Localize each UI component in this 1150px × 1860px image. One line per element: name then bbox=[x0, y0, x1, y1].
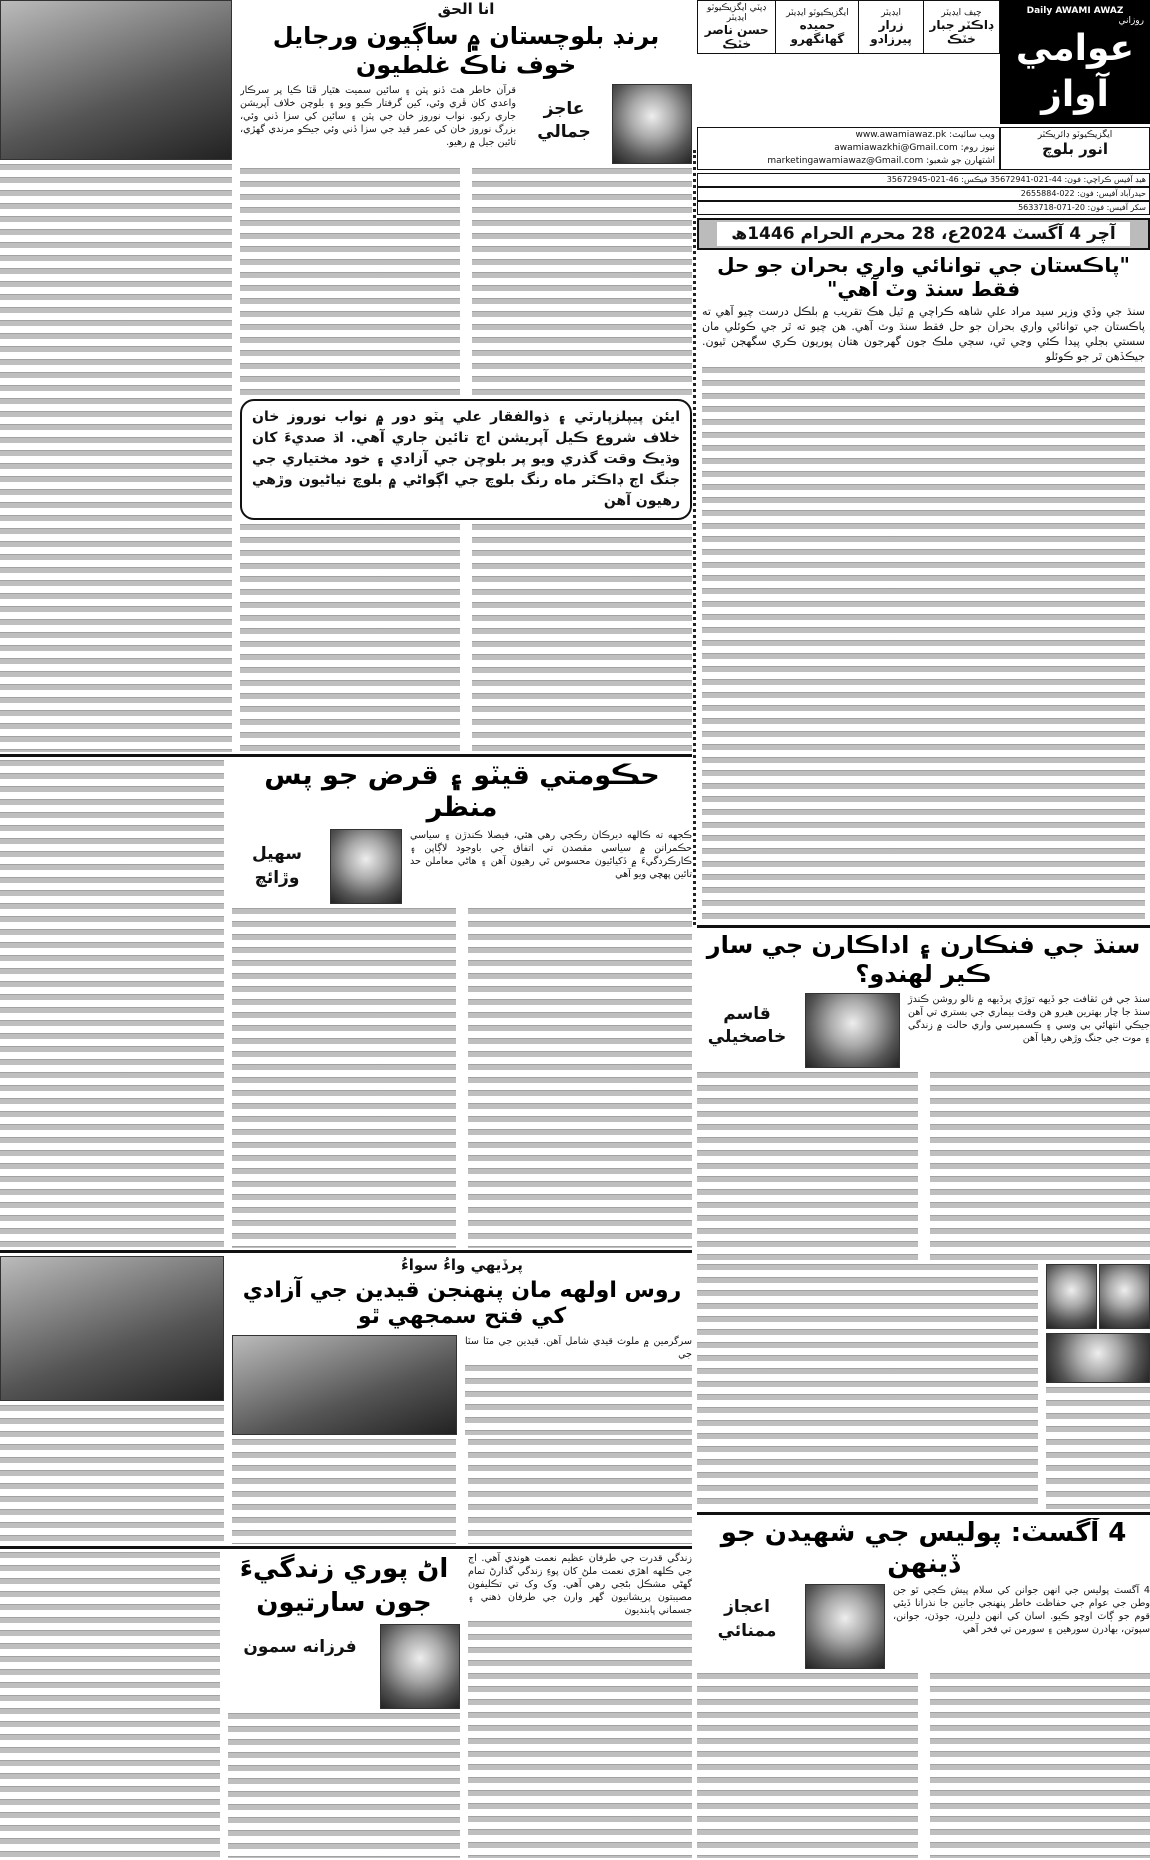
artists-lower bbox=[697, 1264, 1150, 1509]
baloch-intro: قرآن خاطر هٿ ڏنو پٽن ۽ سائين سميت هٿيار ڦٽا ڪيا پر سرڪار واعدي کان ڦري وئي، کين گرفتار ڪيو ويو ۽ بلوچن خلاف آپريشن جاري رکيو. نواب نوروز خان جي پٽن ۽ سائين کي سزا ڏني وئي، بزرگ نوروز خان کي عمر قيد جي سزا ڏني وئي جيڪو مرندي گهڙي، تائين جيل ۾ رهيو. bbox=[240, 84, 516, 148]
contact-ads bbox=[702, 155, 995, 168]
baloch-main bbox=[240, 0, 692, 752]
women-col-left bbox=[0, 1552, 220, 1858]
women-body-lines bbox=[468, 1621, 692, 1858]
artists-body bbox=[697, 1072, 1150, 1260]
artists-intro: سنڌ جي فن ثقافت جو ڏيهه توڙي پرڏيهه ۾ نالو روشن ڪندڙ سنڌ جا چار بهترين هيرو هن وقت بيماري جي بستري تي آهن جيڪي انتهائي بي وسي ۽ ڪسمپرسي واري حالت ۾ زندگي ۽ موت جي جنگ وڙهي رهيا آهن bbox=[908, 993, 1150, 1044]
baloch-body-col1 bbox=[0, 164, 232, 752]
offices-box bbox=[697, 173, 1150, 215]
staff-name: حميده گهانگهرو bbox=[790, 18, 845, 46]
contact-label: ويب سائيٽ: bbox=[949, 130, 995, 140]
artists-photos bbox=[1046, 1264, 1150, 1509]
masthead-middle bbox=[697, 127, 1150, 170]
police-article bbox=[697, 1518, 1150, 1858]
contact-label: اشتهارن جو شعبو: bbox=[926, 156, 995, 166]
protest-photo bbox=[0, 0, 232, 160]
police-body bbox=[697, 1673, 1150, 1858]
artists-headline: سنڌ جي فنڪارن ۽ اداڪارن جي سار ڪير لهندو؟ bbox=[706, 931, 1141, 988]
staff-role: چيف ايڊيٽر bbox=[941, 8, 982, 18]
prisoner-exchange-photo bbox=[232, 1335, 457, 1435]
baloch-article bbox=[0, 0, 692, 752]
office-sukkur: سکر آفيس: فون: 20-071-5633718 bbox=[697, 201, 1150, 215]
baloch-byline-row bbox=[240, 84, 692, 164]
russia-intro-text: سرگرمين ۾ ملوث قيدي شامل آهن. قيدين جي مٽا سٽا جي bbox=[465, 1335, 692, 1360]
editorial-headline: "پاڪستان جي توانائي واري بحران جو حل فقط سنڌ وٽ آهي" bbox=[717, 253, 1130, 301]
ads-email[interactable]: marketingawamiawaz@Gmail.com bbox=[767, 156, 924, 166]
women-headline: اڻ پوري زندگيءَ جون سارتيون bbox=[239, 1554, 449, 1618]
author-name: سهيل وڙائچ bbox=[251, 843, 303, 888]
masthead-info bbox=[697, 0, 1000, 124]
divider bbox=[0, 1546, 692, 1549]
author-name: اعجاز ممنائي bbox=[717, 1597, 777, 1642]
artist-photo-row bbox=[1046, 1264, 1150, 1329]
divider bbox=[0, 754, 692, 757]
logo-title: عوامي آواز bbox=[1015, 28, 1135, 115]
women-body-col1: زندگي قدرت جي طرفان عظيم نعمت هوندي آهي. اڄ جي ڪلهه اهڙي نعمت ملڻ کان پوءِ زندگي گذارڻ تمام گهڻي مشڪل بڻجي رهي آهي. وک وک تي تڪليفون مصيبتون پريشانيون گهر وارن جي طرفان ذهني ۽ جسماني پابنديون bbox=[468, 1553, 692, 1616]
divider bbox=[697, 925, 1150, 928]
author-name: عاجز جمالي bbox=[537, 98, 591, 143]
office-hyderabad: حيدرآباد آفيس: فون: 022-2655884 bbox=[697, 187, 1150, 201]
staff-name: حسن ناصر خٽڪ bbox=[704, 23, 769, 51]
masthead-editorial-column bbox=[697, 0, 1150, 923]
author-photo bbox=[380, 1624, 460, 1709]
debt-byline-row bbox=[232, 829, 692, 904]
director-name: انور بلوچ bbox=[1041, 140, 1108, 158]
contact-label: نيوز روم: bbox=[960, 143, 995, 153]
column-kicker: انا الحق bbox=[437, 0, 495, 18]
artists-body-2 bbox=[697, 1264, 1038, 1509]
women-byline-row bbox=[228, 1624, 460, 1709]
date-text: آچر 4 آگسٽ 2024ع، 28 محرم الحرام 1446ھ bbox=[717, 222, 1130, 246]
women-col-middle bbox=[228, 1552, 460, 1858]
russia-main bbox=[232, 1256, 692, 1544]
staff-2 bbox=[776, 1, 859, 54]
russia-article bbox=[0, 1256, 692, 1544]
newspaper-logo bbox=[1000, 0, 1150, 124]
russia-intro-lines bbox=[465, 1365, 692, 1435]
baloch-body-col2 bbox=[240, 168, 692, 396]
police-intro: 4 آگسٽ پوليس جي انهن جوانن کي سلام پيش ڪجي ٿو جن وطن جي عوام جي حفاظت خاطر پنهنجي جانين جا نذرانا ڏيئي قوم جو ڳاٽ اوچو ڪيو. اسان کي انهن دليرن، جوڌن، جوانن، سپوتن، بهادرن سورهين ۽ سورمن تي فخر آهي bbox=[893, 1585, 1150, 1636]
contacts-box bbox=[697, 127, 1000, 170]
debt-side bbox=[0, 760, 224, 1248]
director-role: ايگزيڪيوٽو ڊائريڪٽر bbox=[1037, 130, 1113, 140]
women-article bbox=[0, 1552, 692, 1858]
contact-website bbox=[702, 129, 995, 142]
baloch-headline: برنڊ بلوچستان ۾ ساڳيون ورجايل خوف ناڪ غلطيون bbox=[272, 22, 660, 79]
russia-intro-row bbox=[232, 1335, 692, 1435]
police-headline: 4 آگسٽ: پوليس جي شهيدن جو ڏينهن bbox=[720, 1518, 1127, 1580]
debt-body-col2 bbox=[232, 908, 692, 1248]
debt-intro: ڪجهه ته ڪالهه ديرڪان رڪجي رهي هئي، فيصلا ڪندڙن ۽ سياسي حڪمرانن ۾ سياسي مقصدن تي اتفاق جي باوجود لاڳاپن ۽ ڪارڪردگيءَ ۾ ڏکيائيون محسوس ٿي رهيون آهن ۽ هاڻي معاملن حد تائين پهچي ويو آهي bbox=[410, 829, 692, 880]
artists-byline-row bbox=[697, 993, 1150, 1068]
staff-role: ايگزيڪيوٽو ايڊيٽر bbox=[786, 8, 849, 18]
column-kicker: پرڏيهي واءُ سواءُ bbox=[401, 1256, 523, 1274]
column-divider bbox=[693, 150, 696, 925]
police-byline-row bbox=[697, 1584, 1150, 1669]
editorial-text: سنڌ جي وڏي وزير سيد مراد علي شاهه ڪراچي ۾ ٿيل هڪ تقريب ۾ بلڪل درست چيو آهي ته پاڪستان جي توانائي واري بحران جو حل فقط سنڌ وٽ آهي. هن چيو ته ٿر جي ڪوئلي مان سستي بجلي پيدا ڪئي وڃي ٿي، سڄي ملڪ جون گهرجون هتان پوريون ڪري سگهجن ٿيون. جيڪڏهن ٿر جو ڪوئلو bbox=[702, 305, 1145, 363]
author-photo bbox=[805, 1584, 885, 1669]
logo-kicker: روزاني bbox=[1118, 16, 1144, 26]
artists-body-3 bbox=[1046, 1387, 1150, 1509]
russia-body-col2 bbox=[232, 1439, 692, 1544]
artist-photo bbox=[1046, 1333, 1150, 1383]
office-karachi: هيڊ آفيس ڪراچي: فون: 44-021-35672941 فيڪس: 46-021-35672945 bbox=[697, 173, 1150, 187]
author-name: فرزانه سمون bbox=[243, 1637, 357, 1657]
newsroom-email[interactable]: awamiawazkhi@Gmail.com bbox=[834, 143, 958, 153]
logo-latin: Daily AWAMI AWAZ bbox=[1026, 6, 1124, 16]
staff-name: ڊاڪٽر جبار خٽڪ bbox=[929, 18, 994, 46]
staff-1 bbox=[859, 1, 924, 54]
author-photo bbox=[612, 84, 692, 164]
website-link[interactable]: www.awamiawaz.pk bbox=[855, 130, 947, 140]
baloch-side bbox=[0, 0, 232, 752]
russia-intro bbox=[465, 1335, 692, 1435]
women-body-col3 bbox=[0, 1552, 220, 1858]
author-photo bbox=[330, 829, 402, 904]
divider bbox=[0, 1250, 692, 1253]
staff-box bbox=[697, 0, 1000, 54]
baloch-body-col3 bbox=[240, 524, 692, 752]
russia-headline: روس اولهه مان پنهنجن قيدين جي آزادي کي فتح سمجهي ٿو bbox=[242, 1278, 682, 1330]
staff-role: ايڊيٽر bbox=[881, 8, 902, 18]
staff-3 bbox=[698, 1, 776, 54]
artist-photo bbox=[1046, 1264, 1097, 1329]
director-box bbox=[1000, 127, 1150, 170]
debt-body-col1 bbox=[0, 760, 224, 1248]
staff-0 bbox=[923, 1, 999, 54]
russia-body-col1 bbox=[0, 1405, 224, 1544]
leaders-photo bbox=[0, 1256, 224, 1401]
staff-role: ڊپٽي ايگزيڪيوٽو ايڊيٽر bbox=[707, 3, 767, 23]
artist-photo bbox=[1099, 1264, 1150, 1329]
debt-main bbox=[232, 760, 692, 1248]
divider bbox=[697, 1512, 1150, 1515]
debt-headline: حڪومتي قيٽو ۽ قرض جو پس منظر bbox=[264, 760, 660, 824]
staff-name: زرار پيرزادو bbox=[870, 18, 912, 46]
editorial-body-lines bbox=[702, 367, 1145, 923]
author-photo bbox=[805, 993, 900, 1068]
masthead-top bbox=[697, 0, 1150, 124]
contact-newsroom bbox=[702, 142, 995, 155]
women-col-right bbox=[468, 1552, 692, 1858]
pull-quote: ايئن پيپلزپارٽي ۽ ذوالفقار علي ڀٽو دور ۾ نواب نوروز خان خلاف شروع ڪيل آپريشن اڄ تائين جاري آهي. اڌ صديءَ کان وڌيڪ وقت گذري ويو پر بلوچن جي آزادي ۽ خود مختياري جي جنگ اڄ ڊاڪٽر ماه رنگ بلوچ جي اڳواڻي ۾ بلوچ نياڻيون وڙهي رهيون آهن bbox=[240, 399, 692, 520]
artists-article bbox=[697, 931, 1150, 1509]
date-bar bbox=[697, 218, 1150, 250]
debt-article bbox=[0, 760, 692, 1248]
women-body-col2 bbox=[228, 1713, 460, 1858]
author-name: قاسم خاصخيلي bbox=[707, 1003, 787, 1048]
russia-side bbox=[0, 1256, 224, 1544]
